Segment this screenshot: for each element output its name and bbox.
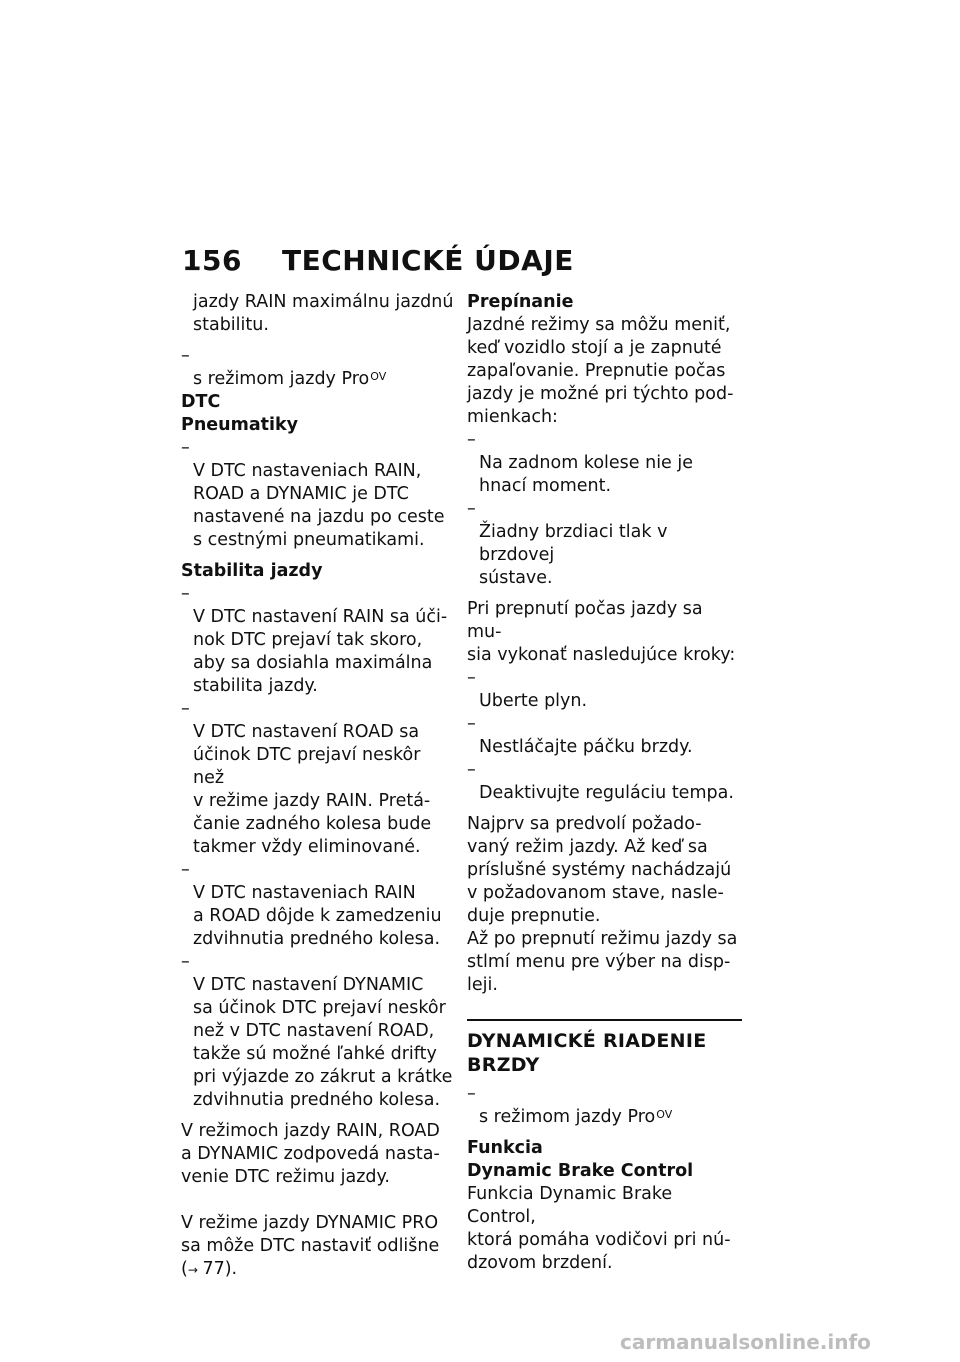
- ride-mode-superscript: OV: [370, 370, 387, 383]
- list-item: [181, 698, 456, 859]
- list-dash: –: [467, 1084, 476, 1104]
- dbc-heading: Dynamic Brake Control: [467, 1161, 694, 1181]
- list-item: [467, 759, 742, 805]
- list-dash: –: [181, 860, 190, 880]
- paragraph-text: V režime jazdy DYNAMIC PRO sa môže DTC nastaviť odlišne: [181, 1213, 440, 1256]
- list-dash: –: [181, 438, 190, 458]
- page-header: [182, 244, 574, 277]
- list-item: [467, 429, 742, 498]
- paragraph: V režimoch jazdy RAIN, ROAD a DYNAMIC zodpovedá nasta- venie DTC režimu jazdy.: [181, 1121, 440, 1187]
- list-item-text: V DTC nastavení RAIN sa úči- nok DTC prejaví tak skoro, aby sa dosiahla maximálna stabilita jazdy.: [193, 607, 448, 696]
- arrow-right-icon: →: [187, 1263, 197, 1277]
- chapter-title: TECHNICKÉ ÚDAJE: [282, 244, 574, 277]
- list-item: [467, 667, 742, 713]
- list-dash: –: [467, 430, 476, 450]
- list-dash: –: [181, 699, 190, 719]
- list-item-text: V DTC nastaveniach RAIN, ROAD a DYNAMIC je DTC nastavené na jazdu po ceste s cestnými pneumatikami.: [193, 461, 445, 550]
- list-item-text: Deaktivujte reguláciu tempa.: [479, 783, 734, 803]
- list-item-text: Nestláčajte páčku brzdy.: [479, 737, 693, 757]
- list-dash: –: [467, 760, 476, 780]
- list-item: [467, 498, 742, 590]
- list-dash: –: [467, 714, 476, 734]
- list-item-text: V DTC nastaveniach RAIN a ROAD dôjde k zamedzeniu zdvihnutia predného kolesa.: [193, 883, 442, 949]
- ride-mode-superscript: OV: [656, 1108, 673, 1121]
- paragraph: Najprv sa predvolí požado- vaný režim jazdy. Až keď sa príslušné systémy nachádzajú v požadovanom stave, nasle- duje prepnutie.: [467, 814, 732, 926]
- prepinanie-heading: Prepínanie: [467, 292, 574, 312]
- ride-mode-text: s režimom jazdy Pro: [193, 369, 370, 389]
- list-dash: –: [467, 499, 476, 519]
- list-item: [181, 859, 456, 951]
- list-item: [181, 951, 456, 1112]
- page-reference[interactable]: [181, 1259, 237, 1279]
- reference-bracket: (: [181, 1259, 188, 1279]
- ride-mode-text: s režimom jazdy Pro: [479, 1107, 656, 1127]
- list-dash: –: [181, 346, 190, 366]
- stabilita-heading: Stabilita jazdy: [181, 561, 323, 581]
- paragraph: Pri prepnutí počas jazdy sa mu- sia vykonať nasledujúce kroky:: [467, 599, 736, 665]
- pneumatiky-heading: Pneumatiky: [181, 415, 299, 435]
- list-item-text: V DTC nastavení DYNAMIC sa účinok DTC prejaví neskôr než v DTC nastavení ROAD, takže sú možné ľahké drifty pri výjazde zo zákrut a krátke zdvihnutia predného kolesa.: [193, 975, 453, 1110]
- section-title: DYNAMICKÉ RIADENIE BRZDY: [467, 1030, 707, 1076]
- dtc-heading: DTC: [181, 392, 221, 412]
- paragraph: Až po prepnutí režimu jazdy sa stlmí menu pre výber na disp- leji.: [467, 929, 738, 995]
- section-divider: [467, 1019, 742, 1021]
- ride-mode-note: [181, 345, 456, 391]
- watermark: carmanualsonline.info: [620, 1330, 871, 1354]
- paragraph-with-reference: [181, 1189, 456, 1282]
- intro-text: jazdy RAIN maximálnu jazdnú stabilitu.: [193, 292, 454, 335]
- list-item: [467, 713, 742, 759]
- list-dash: –: [467, 668, 476, 688]
- page-number: 156: [182, 244, 242, 277]
- paragraph: Jazdné režimy sa môžu meniť, keď vozidlo stojí a je zapnuté zapaľovanie. Prepnutie počas jazdy je možné pri týchto pod- mienkach:: [467, 315, 734, 427]
- funkcia-heading: Funkcia: [467, 1138, 543, 1158]
- list-dash: –: [181, 952, 190, 972]
- list-item-text: Na zadnom kolese nie je hnací moment.: [479, 453, 694, 496]
- left-column: [181, 291, 456, 1290]
- reference-page: 77).: [196, 1259, 238, 1279]
- list-item: [181, 583, 456, 698]
- list-item-text: Žiadny brzdiaci tlak v brzdovej sústave.: [479, 522, 668, 588]
- list-dash: –: [181, 584, 190, 604]
- list-item-text: Uberte plyn.: [479, 691, 588, 711]
- paragraph: Funkcia Dynamic Brake Control, ktorá pomáha vodičovi pri nú- dzovom brzdení.: [467, 1184, 731, 1273]
- list-item: [181, 437, 456, 552]
- ride-mode-note: [467, 1083, 742, 1129]
- right-column: [467, 291, 742, 1283]
- list-item-text: V DTC nastavení ROAD sa účinok DTC prejaví neskôr než v režime jazdy RAIN. Pretá- čanie zadného kolesa bude takmer vždy eliminované.: [193, 722, 432, 857]
